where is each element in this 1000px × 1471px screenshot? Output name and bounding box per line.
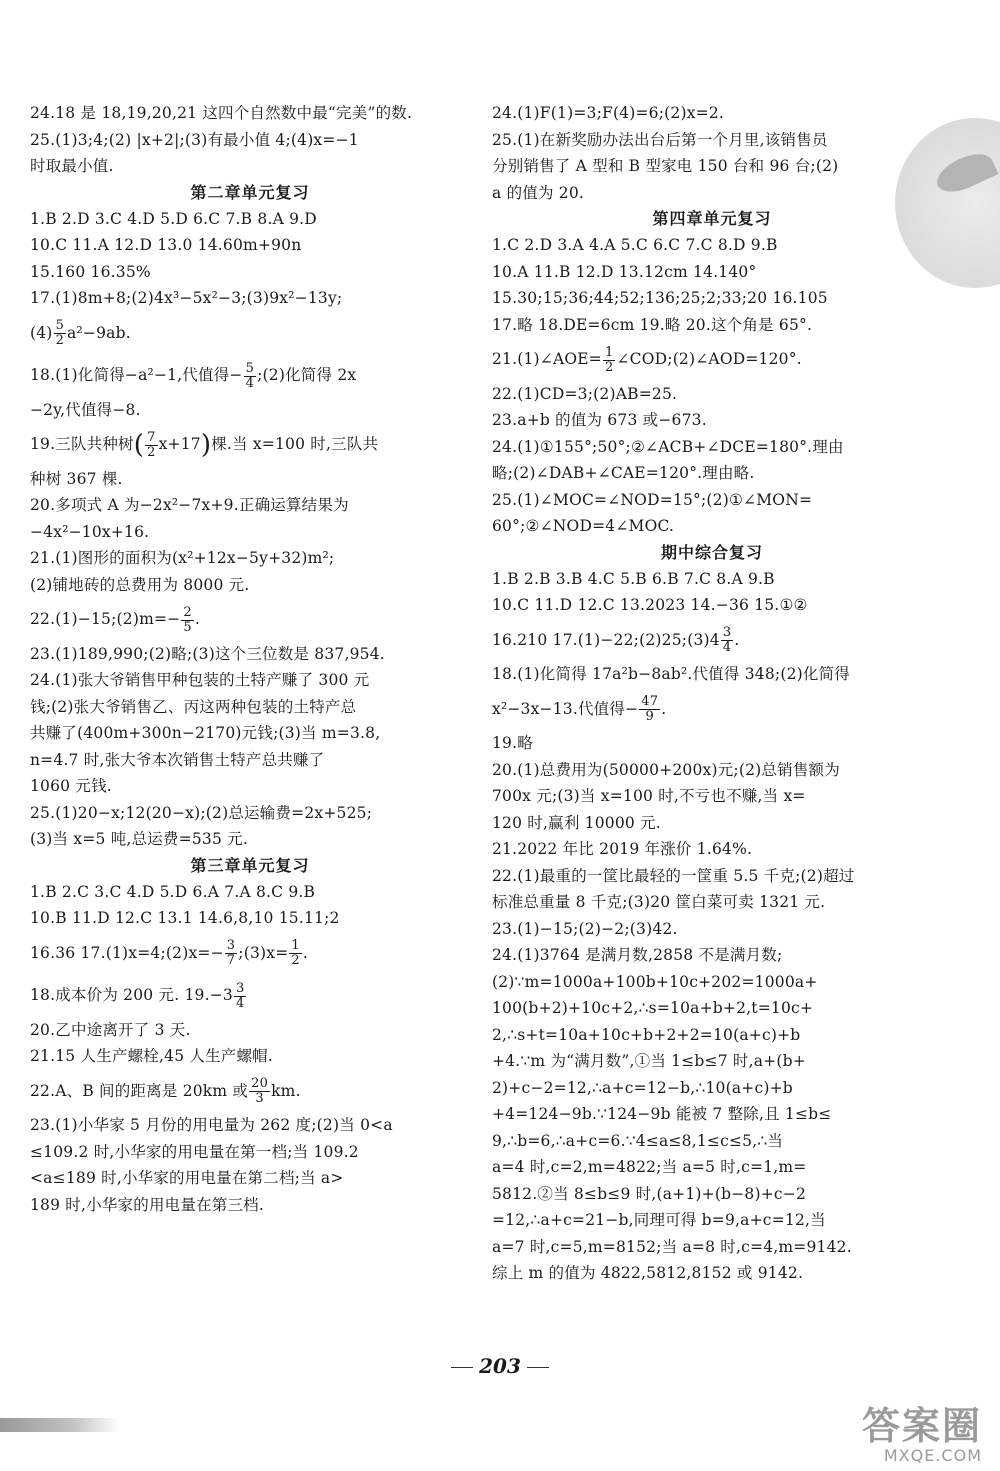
watermark-url: MXQE.COM <box>883 1446 982 1465</box>
binding-shadow <box>0 1418 120 1432</box>
answer-line <box>492 688 932 731</box>
denominator: 4 <box>235 995 245 1011</box>
text: 棵.当 x=100 时,三队共 <box>211 435 379 453</box>
answer-line: <a≤189 时,小华家的用电量在第二档;当 a> <box>30 1169 344 1187</box>
answer-line: +4=124−9b.∵124−9b 能被 7 整除,且 1≤b≤ <box>492 1105 832 1123</box>
fraction <box>181 606 193 635</box>
answer-line: 1.B 2.B 3.B 4.C 5.B 6.B 7.C 8.A 9.B <box>492 569 775 588</box>
text: a²−9ab. <box>67 323 131 342</box>
answer-line: −4x²−10x+16. <box>30 522 150 541</box>
denominator: 4 <box>722 640 732 655</box>
answer-line: 20.多项式 A 为−2x²−7x+9.正确运算结果为 <box>30 496 349 514</box>
answer-line: 17.略 18.DE=6cm 19.略 20.这个角是 65°. <box>492 315 813 334</box>
text: ;(3)x= <box>238 943 289 962</box>
answer-line: (2)∵m=1000a+100b+10c+202=1000a+ <box>492 972 818 991</box>
answer-line: 15.160 16.35% <box>30 262 151 281</box>
answer-line: a=4 时,c=2,m=4822;当 a=5 时,c=1,m= <box>492 1158 807 1176</box>
answer-line: n=4.7 时,张大爷本次销售土特产总共赚了 <box>30 750 325 769</box>
fraction <box>225 939 237 968</box>
answer-line: 10.C 11.D 12.C 13.2023 14.−36 15.①② <box>492 596 808 614</box>
answer-line: 24.(1)①155°;50°;②∠ACB+∠DCE=180°.理由 <box>492 437 844 456</box>
answer-line: 25.(1)3;4;(2) |x+2|;(3)有最小值 4;(4)x=−1 <box>30 130 359 149</box>
answer-line: 21.2022 年比 2019 年涨价 1.64%. <box>492 840 753 858</box>
text: x+17 <box>158 435 201 453</box>
answer-line: 1.B 2.D 3.C 4.D 5.D 6.C 7.B 8.A 9.D <box>30 209 317 228</box>
fraction <box>244 362 256 391</box>
answer-line: 23.a+b 的值为 673 或−673. <box>492 411 707 429</box>
denominator: 2 <box>605 359 614 375</box>
answer-line: 10.A 11.B 12.D 13.12cm 14.140° <box>492 262 757 281</box>
numerator: 1 <box>291 938 300 953</box>
left-column <box>30 100 470 1218</box>
answer-line: 25.(1)∠MOC=∠NOD=15°;(2)①∠MON= <box>492 490 813 509</box>
answer-line: 60°;②∠NOD=4∠MOC. <box>492 517 675 535</box>
answer-line: (3)当 x=5 吨,总运费=535 元. <box>30 830 248 848</box>
numerator: 5 <box>55 318 65 333</box>
answer-line <box>492 619 932 662</box>
answer-line: 19.略 <box>492 734 533 752</box>
answer-line <box>30 974 470 1017</box>
denominator: 7 <box>226 953 236 968</box>
fraction <box>234 982 246 1011</box>
answer-line: ≤109.2 时,小华家的用电量在第一档;当 109.2 <box>30 1142 359 1161</box>
answer-line: 略;(2)∠DAB+∠CAE=120°.理由略. <box>492 464 755 482</box>
answer-line: 15.30;15;36;44;52;136;25;2;33;20 16.105 <box>492 289 828 307</box>
answer-line: 2,∴s+t=10a+10c+b+2+2=10(a+c)+b <box>492 1025 801 1044</box>
section-heading-midterm: 期中综合复习 <box>660 542 763 562</box>
answer-line: 钱;(2)张大爷销售乙、丙这两种包装的土特产总 <box>30 697 357 716</box>
answer-line: 1060 元钱. <box>30 777 112 795</box>
answer-line: 100(b+2)+10c+2,∴s=10a+b+2,t=10c+ <box>492 999 814 1017</box>
section-heading-chapter-2: 第二章单元复习 <box>190 182 310 202</box>
denominator: 3 <box>255 1091 264 1106</box>
answer-line: 10.C 11.A 12.D 13.0 14.60m+90n <box>30 236 302 254</box>
answer-line: 23.(1)−15;(2)−2;(3)42. <box>492 919 678 938</box>
answer-line: 10.B 11.D 12.C 13.1 14.6,8,10 15.11;2 <box>30 909 340 927</box>
text: . <box>734 630 740 649</box>
numerator: 20 <box>251 1076 269 1091</box>
text: 16.210 17.(1)−22;(2)25;(3)4 <box>492 630 720 649</box>
answer-line <box>30 598 470 641</box>
answer-line: 时取最小值. <box>30 157 114 175</box>
denominator: 2 <box>55 333 65 348</box>
answer-line: 24.18 是 18,19,20,21 这四个自然数中最“完美”的数. <box>30 104 413 122</box>
text: 19.三队共种树 <box>30 435 134 453</box>
answer-line <box>492 338 932 381</box>
answer-line: 189 时,小华家的用电量在第三档. <box>30 1195 264 1214</box>
answer-line: −2y,代值得−8. <box>30 400 141 419</box>
answer-line: 18.(1)化简得 17a²b−8ab².代值得 348;(2)化简得 <box>492 665 850 683</box>
numerator: 2 <box>183 604 192 620</box>
numerator: 7 <box>147 429 156 445</box>
denominator: 2 <box>147 444 156 460</box>
answer-line: 综上 m 的值为 4822,5812,8152 或 9142. <box>492 1264 804 1282</box>
numerator: 1 <box>605 344 614 360</box>
denominator: 2 <box>291 953 300 968</box>
answer-line: 20.乙中途离开了 3 天. <box>30 1020 191 1039</box>
text: . <box>661 699 667 718</box>
section-heading-chapter-4: 第四章单元复习 <box>652 209 772 228</box>
text: ;(2)化简得 2x <box>257 366 357 384</box>
answer-line: a=7 时,c=5,m=8152;当 a=8 时,c=4,m=9142. <box>492 1237 852 1256</box>
answer-line: 22.(1)CD=3;(2)AB=25. <box>492 384 678 403</box>
fraction <box>721 626 733 655</box>
text: x²−3x−13.代值得− <box>492 699 639 718</box>
text: ∠COD;(2)∠AOD=120°. <box>616 350 802 368</box>
answer-line: 种树 367 棵. <box>30 469 123 488</box>
numerator: 47 <box>641 694 659 709</box>
answer-line: 标准总重量 8 千克;(3)20 筐白菜可卖 1321 元. <box>492 893 826 911</box>
text: 16.36 17.(1)x=4;(2)x=− <box>30 943 224 962</box>
fraction <box>289 939 301 968</box>
answer-line: 24.(1)3764 是满月数,2858 不是满月数; <box>492 946 783 964</box>
fraction <box>639 695 660 724</box>
text: . <box>194 610 200 628</box>
answer-line <box>30 423 470 466</box>
text: . <box>302 943 309 962</box>
watermark-text: 答案圈 <box>861 1404 982 1448</box>
text: 22.A、B 间的距离是 20km 或 <box>30 1081 249 1100</box>
answer-line: 24.(1)张大爷销售甲种包装的土特产赚了 300 元 <box>30 671 370 689</box>
answer-line: (2)铺地砖的总费用为 8000 元. <box>30 575 250 594</box>
section-heading-chapter-3: 第三章单元复习 <box>190 855 310 875</box>
answer-line: 分别销售了 A 型和 B 型家电 150 台和 96 台;(2) <box>492 157 839 175</box>
text: km. <box>271 1081 301 1100</box>
right-paren: ) <box>200 430 212 460</box>
answer-line: 120 时,赢利 10000 元. <box>492 813 661 832</box>
answer-line: 700x 元;(3)当 x=100 时,不亏也不赚,当 x= <box>492 787 806 805</box>
answer-line: 25.(1)20−x;12(20−x);(2)总运输费=2x+525; <box>30 803 373 822</box>
answer-line: a 的值为 20. <box>492 183 585 202</box>
answer-line <box>30 1070 470 1113</box>
answer-line: 9,∴b=6,∴a+c=6.∵4≤a≤8,1≤c≤5,∴当 <box>492 1131 784 1150</box>
answer-line: 23.(1)189,990;(2)略;(3)这个三位数是 837,954. <box>30 644 385 663</box>
watermark-logo <box>782 1405 982 1467</box>
answer-line: 21.15 人生产螺栓,45 人生产螺帽. <box>30 1047 274 1065</box>
denominator: 4 <box>245 375 255 391</box>
answer-line: 5812.②当 8≤b≤9 时,(a+1)+(b−8)+c−2 <box>492 1184 807 1203</box>
fraction <box>54 319 66 348</box>
text: 18.(1)化简得−a²−1,代值得− <box>30 366 243 384</box>
denominator: 9 <box>645 709 654 724</box>
answer-line: 共赚了(400m+300n−2170)元钱;(3)当 m=3.8, <box>30 724 381 742</box>
fraction <box>145 431 157 460</box>
text: (4) <box>30 323 53 342</box>
text: 18.成本价为 200 元. 19.−3 <box>30 986 233 1004</box>
fraction <box>249 1077 270 1106</box>
answer-line: 1.C 2.D 3.A 4.A 5.C 6.C 7.C 8.D 9.B <box>492 236 778 254</box>
answer-line: +4.∵m 为“满月数”,①当 1≤b≤7 时,a+(b+ <box>492 1052 806 1070</box>
answer-line: 20.(1)总费用为(50000+200x)元;(2)总销售额为 <box>492 760 840 779</box>
answer-line <box>30 354 470 397</box>
answer-line <box>30 312 470 355</box>
text: 22.(1)−15;(2)m=− <box>30 610 181 628</box>
numerator: 3 <box>226 938 236 953</box>
page-number: 203 <box>0 1354 1000 1378</box>
fraction <box>603 346 615 375</box>
answer-line: =12,∴a+c=21−b,同理可得 b=9,a+c=12,当 <box>492 1211 826 1229</box>
numerator: 3 <box>235 980 245 996</box>
answer-line: 17.(1)8m+8;(2)4x³−5x²−3;(3)9x²−13y; <box>30 289 343 307</box>
answer-line: 21.(1)图形的面积为(x²+12x−5y+32)m²; <box>30 549 335 567</box>
answer-line: 2)+c−2=12,∴a+c=12−b,∴10(a+c)+b <box>492 1078 793 1097</box>
answer-line <box>30 932 470 975</box>
left-paren: ( <box>133 430 145 460</box>
numerator: 3 <box>722 625 732 640</box>
text: 21.(1)∠AOE= <box>492 350 602 368</box>
denominator: 5 <box>183 619 192 635</box>
answer-line: 1.B 2.C 3.C 4.D 5.D 6.A 7.A 8.C 9.B <box>30 882 316 901</box>
right-column <box>492 100 932 1287</box>
numerator: 5 <box>245 360 255 376</box>
answer-line: 24.(1)F(1)=3;F(4)=6;(2)x=2. <box>492 104 725 122</box>
answer-line: 25.(1)在新奖励办法出台后第一个月里,该销售员 <box>492 130 828 149</box>
answer-line: 22.(1)最重的一筐比最轻的一筐重 5.5 千克;(2)超过 <box>492 866 855 885</box>
answer-line: 23.(1)小华家 5 月份的用电量为 262 度;(2)当 0<a <box>30 1116 393 1134</box>
